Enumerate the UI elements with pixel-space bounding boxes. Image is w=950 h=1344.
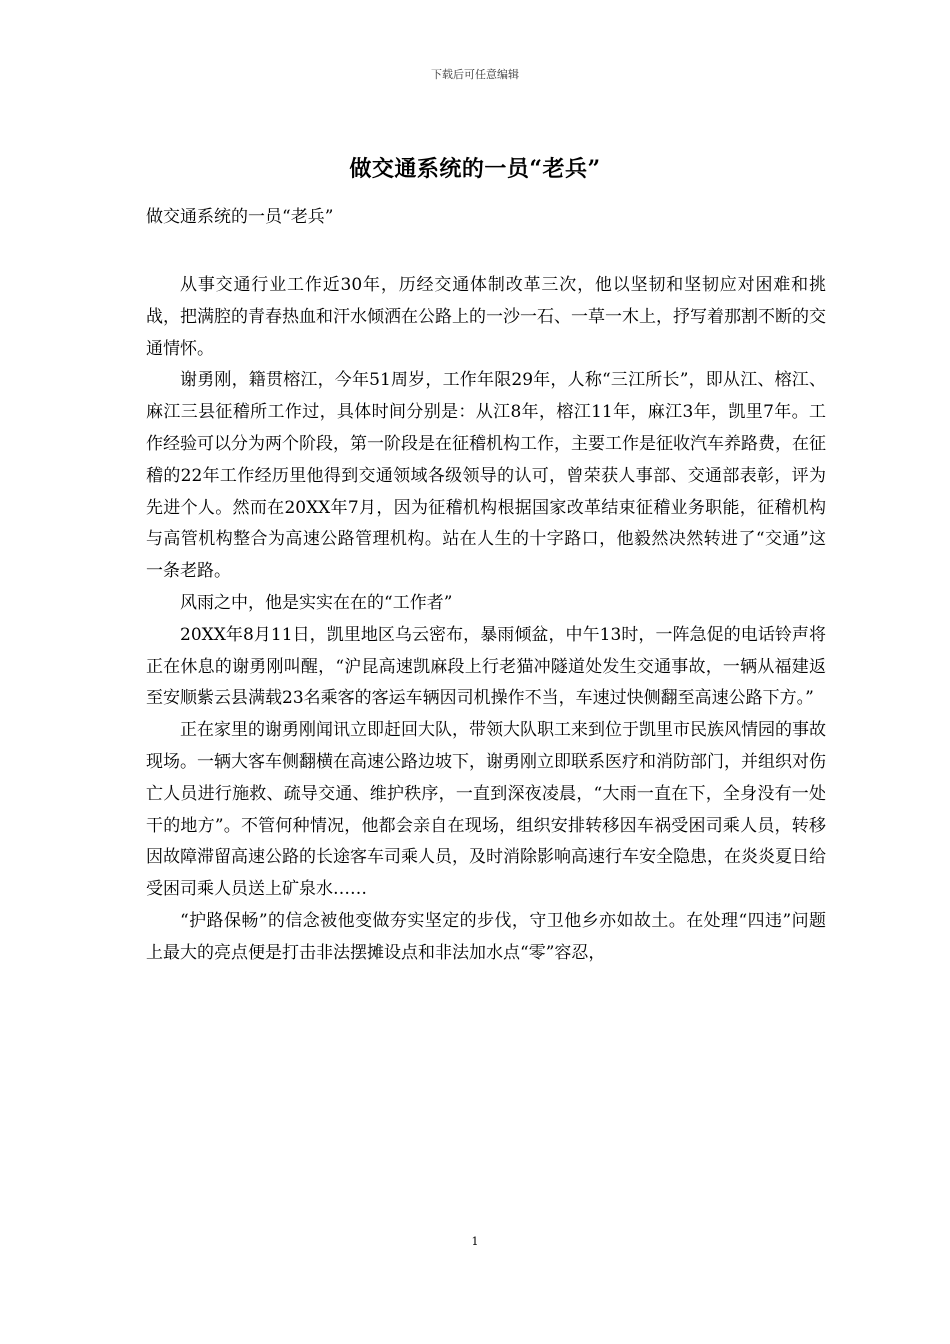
page-number: 1 [471,1235,479,1248]
paragraph: 从事交通行业工作近30年，历经交通体制改革三次，他以坚韧和坚韧应对困难和挑战，把满腔的青春热血和汗水倾洒在公路上的一沙一石、一草一木上，抒写着那割不断的交通情怀。 [146,275,826,359]
document-subtitle: 做交通系统的一员“老兵” [146,207,334,227]
paragraph: 风雨之中，他是实实在在的“工作者” [180,592,453,613]
paragraph: 正在家里的谢勇刚闻讯立即赶回大队，带领大队职工来到位于凯里市民族风情园的事故现场。一辆大客车侧翻横在高速公路边坡下，谢勇刚立即联系医疗和消防部门，并组织对伤亡人员进行施救、疏导交通、维护秩序，一直到深夜凌晨，“大雨一直在下，全身没有一处干的地方”。不管何种情况，他都会亲自在现场，组织安排转移因车祸受困司乘人员，转移因故障滞留高速公路的长途客车司乘人员，及时消除影响高速行车安全隐患，在炎炎夏日给受困司乘人员送上矿泉水…… [146,720,826,900]
paragraph: “护路保畅”的信念被他变做夯实坚定的步伐，守卫他乡亦如故土。在处理“四违”问题上最大的亮点便是打击非法摆摊设点和非法加水点“零”容忍， [146,910,826,963]
header-note: 下载后可任意编辑 [431,68,519,81]
paragraph: 谢勇刚，籍贯榕江，今年51周岁，工作年限29年，人称“三江所长”，即从江、榕江、麻江三县征稽所工作过，具体时间分别是：从江8年，榕江11年，麻江3年，凯里7年。工作经验可以分为两个阶段，第一阶段是在征稽机构工作，主要工作是征收汽车养路费，在征稽的22年工作经历里他得到交通领域各级领导的认可，曾荣获人事部、交通部表彰，评为先进个人。然而在20XX年7月，因为征稽机构根据国家改革结束征稽业务职能，征稽机构与高管机构整合为高速公路管理机构。站在人生的十字路口，他毅然决然转进了“交通”这一条老路。 [146,370,826,582]
document-body [146,270,826,970]
paragraph: 20XX年8月11日，凯里地区乌云密布，暴雨倾盆，中午13时，一阵急促的电话铃声将正在休息的谢勇刚叫醒，“沪昆高速凯麻段上行老猫冲隧道处发生交通事故，一辆从福建返至安顺紫云县满载23名乘客的客运车辆因司机操作不当，车速过快侧翻至高速公路下方。” [146,624,826,709]
document-title: 做交通系统的一员“老兵” [349,156,601,182]
